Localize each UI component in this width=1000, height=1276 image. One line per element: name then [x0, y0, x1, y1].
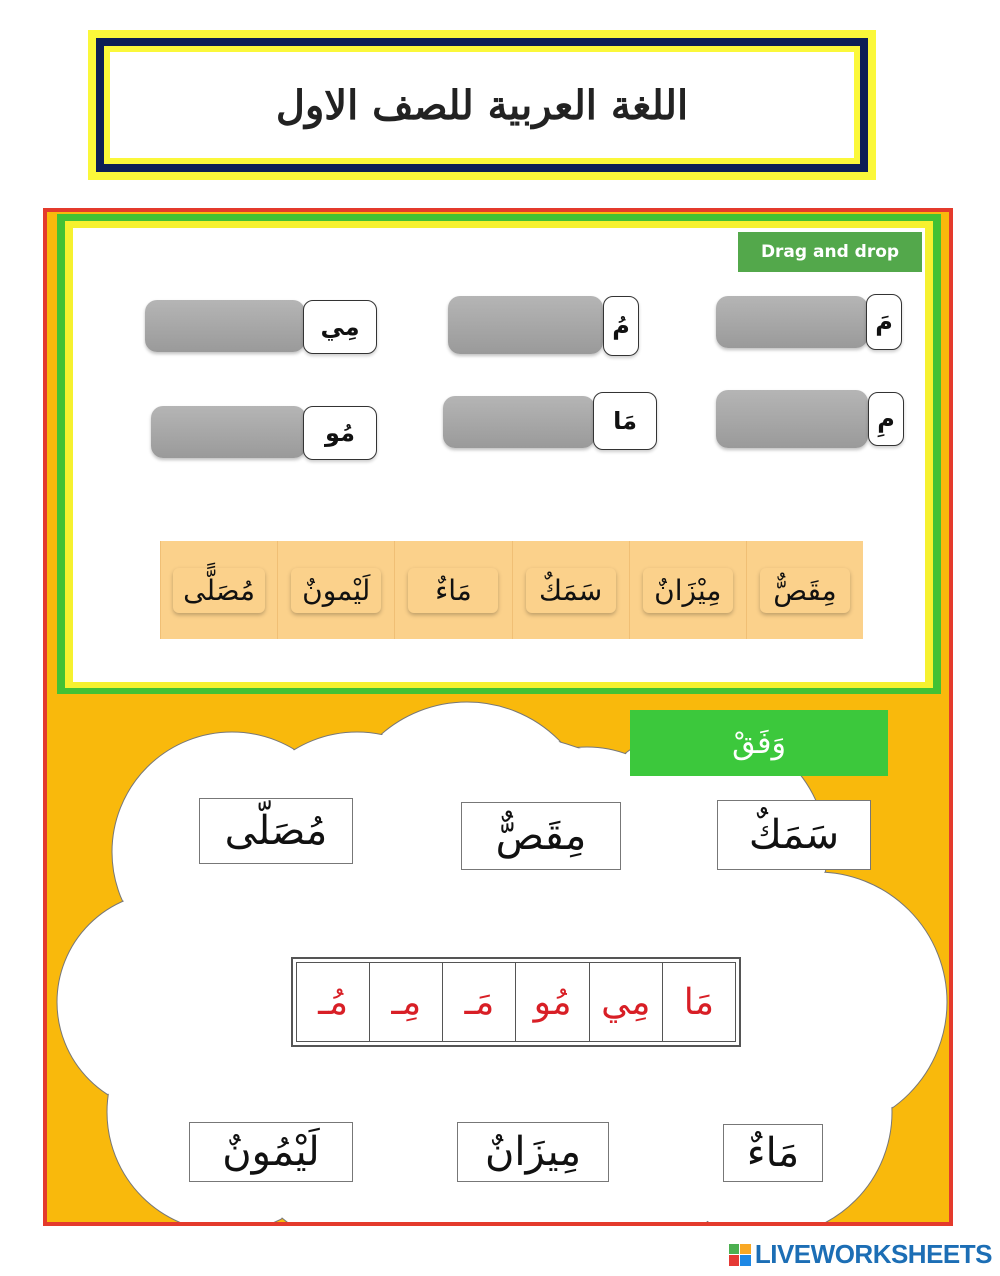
- syllable-cell: مَا: [662, 963, 735, 1041]
- syllable-card: مِ: [868, 392, 904, 446]
- word-card: مِيزَانٌ: [457, 1122, 609, 1182]
- logo-square: [729, 1244, 740, 1255]
- brand-name: LIVEWORKSHEETS: [754, 1239, 992, 1269]
- syllable-card: مُ: [603, 296, 639, 356]
- word-card: مَاءٌ: [723, 1124, 823, 1182]
- word-tile[interactable]: مُصَلًّى: [173, 568, 265, 613]
- drag-drop-badge: Drag and drop: [738, 232, 922, 272]
- logo-square: [729, 1255, 740, 1266]
- word-tile[interactable]: لَيْمونٌ: [291, 568, 381, 613]
- word-card: مُصَلّى: [199, 798, 353, 864]
- syllable-card: مَ: [866, 294, 902, 350]
- syllable-cell: مُو: [515, 963, 588, 1041]
- logo-square: [740, 1244, 751, 1255]
- word-tile[interactable]: مَاءٌ: [408, 568, 498, 613]
- page-title: اللغة العربية للصف الاول: [275, 81, 689, 129]
- syllable-table: [291, 957, 741, 1047]
- word-card: سَمَكٌ: [717, 800, 871, 870]
- syllable-cell: مِـ: [369, 963, 442, 1041]
- syllable-card: مَا: [593, 392, 657, 450]
- word-card: مِقَصٌّ: [461, 802, 621, 870]
- worksheet-frame: [43, 208, 953, 1226]
- brand-logo: [729, 1239, 992, 1270]
- syllable-cell: مَـ: [442, 963, 515, 1041]
- match-label: وَفَقْ: [630, 710, 888, 776]
- word-tile[interactable]: سَمَكٌ: [526, 568, 616, 613]
- syllable-cell: مِي: [589, 963, 662, 1041]
- syllable-card: مِي: [303, 300, 377, 354]
- syllable-card: مُو: [303, 406, 377, 460]
- word-tile[interactable]: مِقَصٌّ: [760, 568, 850, 613]
- liveworksheets-icon: [729, 1244, 751, 1266]
- word-card: لَيْمُونٌ: [189, 1122, 353, 1182]
- syllable-cell: مُـ: [318, 981, 348, 1023]
- word-tile[interactable]: مِيْزَانٌ: [643, 568, 733, 613]
- logo-square: [740, 1255, 751, 1266]
- title-banner: [88, 30, 876, 180]
